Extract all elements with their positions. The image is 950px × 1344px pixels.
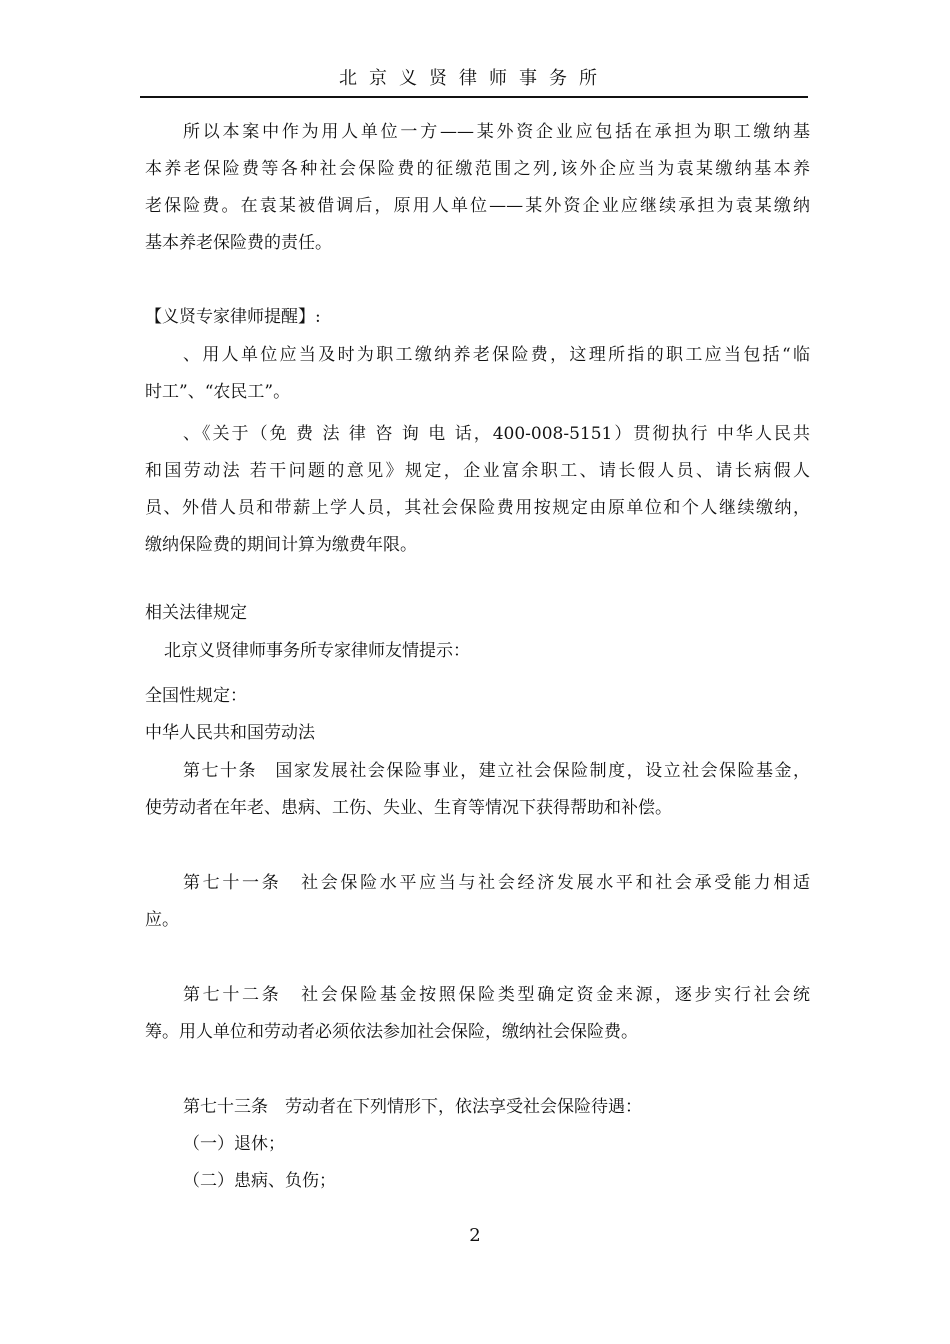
paragraph-line: 、用人单位应当及时为职工缴纳养老保险费，这理所指的职工应当包括“临: [183, 345, 810, 365]
paragraph-line: 时工”、“农民工”。: [145, 382, 291, 402]
page-header: 北京义贤律师事务所: [140, 62, 808, 98]
article-line: 使劳动者在年老、患病、工伤、失业、生育等情况下获得帮助和补偿。: [145, 798, 672, 818]
section-heading: 相关法律规定: [145, 603, 247, 623]
paragraph-line: 老保险费。在袁某被借调后，原用人单位——某外资企业应继续承担为袁某缴纳: [145, 196, 810, 216]
paragraph-line: 员、外借人员和带薪上学人员，其社会保险费用按规定由原单位和个人继续缴纳，: [145, 498, 810, 518]
section-heading: 【义贤专家律师提醒】:: [145, 307, 321, 327]
paragraph-line: 基本养老保险费的责任。: [145, 233, 332, 253]
paragraph-line: 缴纳保险费的期间计算为缴费年限。: [145, 535, 417, 555]
article-line: 第七十三条 劳动者在下列情形下，依法享受社会保险待遇：: [183, 1097, 642, 1117]
paragraph-line: 所以本案中作为用人单位一方——某外资企业应包括在承担为职工缴纳基: [183, 122, 810, 142]
article-line: 第七十条 国家发展社会保险事业，建立社会保险制度，设立社会保险基金，: [183, 761, 810, 781]
article-line: 筹。用人单位和劳动者必须依法参加社会保险，缴纳社会保险费。: [145, 1022, 638, 1042]
paragraph-line: 全国性规定：: [145, 686, 247, 706]
paragraph-line: 和国劳动法 若干问题的意见》规定，企业富余职工、请长假人员、请长病假人: [145, 461, 810, 481]
article-line: 第七十一条 社会保险水平应当与社会经济发展水平和社会承受能力相适: [183, 873, 810, 893]
paragraph-line: 北京义贤律师事务所专家律师友情提示：: [164, 641, 470, 661]
article-line: 第七十二条 社会保险基金按照保险类型确定资金来源，逐步实行社会统: [183, 985, 810, 1005]
article-line: 应。: [145, 910, 179, 930]
paragraph-line: 、《关于（免 费 法 律 咨 询 电 话，400-008-5151）贯彻执行 中华人民共: [183, 424, 810, 444]
list-item: （一）退休；: [183, 1134, 285, 1154]
page-number: 2: [469, 1225, 481, 1246]
list-item: （二）患病、负伤；: [183, 1171, 336, 1191]
law-title: 中华人民共和国劳动法: [145, 723, 315, 743]
paragraph-line: 本养老保险费等各种社会保险费的征缴范围之列,该外企应当为袁某缴纳基本养: [145, 159, 810, 179]
